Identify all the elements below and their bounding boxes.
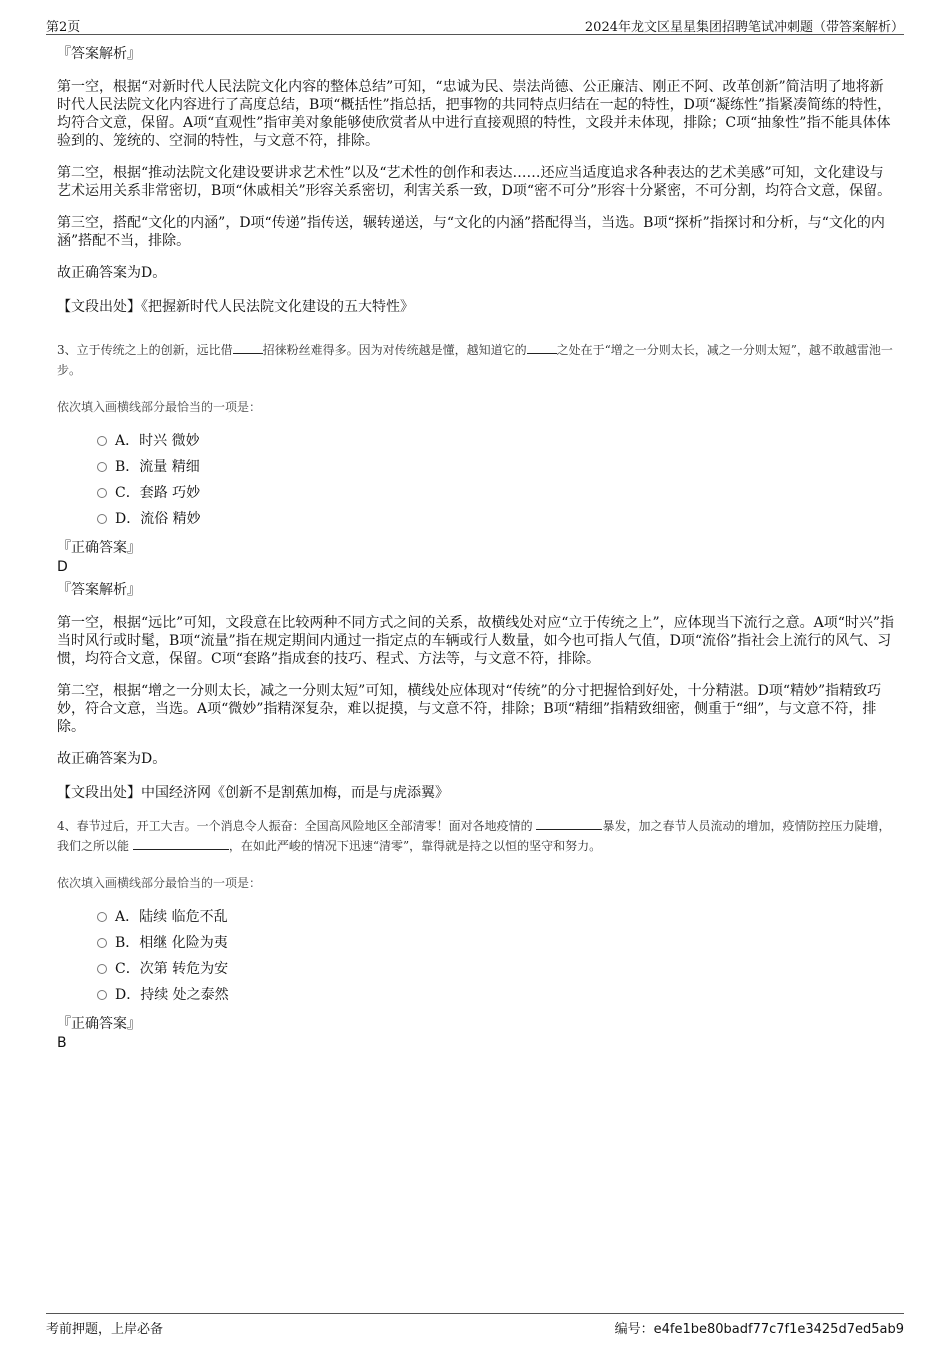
passage-source: 【文段出处】中国经济网《创新不是割蕉加梅，而是与虎添翼》 xyxy=(57,785,449,801)
option-d[interactable]: D．持续 处之泰然 xyxy=(97,982,895,1008)
option-d[interactable]: D．流俗 精妙 xyxy=(97,506,895,532)
question-4-options xyxy=(97,904,895,1008)
analysis-paragraph: 第一空，根据“远比”可知，文段意在比较两种不同方式之间的关系，故横线处对应“立于传统之上”，应体现当下流行之意。A项“时兴”指当时风行或时髦，B项“流量”指在规定期间内通过一指定点的车辆或行人数量，如今也可指人气值，D项“流俗”指社会上流行的风气、习惯，均符合文意，保留。C项“套路”指成套的技巧、程式、方法等，与文意不符，排除。 xyxy=(57,615,895,667)
conclusion: 故正确答案为D。 xyxy=(57,751,167,767)
analysis-paragraph: 第二空，根据“推动法院文化建设要讲求艺术性”以及“艺术性的创作和表达……还应当适度追求各种表达的艺术美感”可知，文化建设与艺术运用关系非常密切，B项“休戚相关”形容关系密切，利害关系一致，D项“密不可分”形容十分紧密，不可分割，均符合文意，保留。 xyxy=(57,165,892,199)
page-header xyxy=(46,14,904,35)
document-body xyxy=(57,44,895,1052)
analysis-paragraph: 第三空，搭配“文化的内涵”，D项“传递”指传送，辗转递送，与“文化的内涵”搭配得当，当选。B项“探析”指探讨和分析，与“文化的内涵”搭配不当，排除。 xyxy=(57,215,885,249)
passage-source: 【文段出处】《把握新时代人民法院文化建设的五大特性》 xyxy=(57,299,414,315)
correct-answer-label: 『正确答案』 xyxy=(57,1016,141,1032)
question-instruction: 依次填入画横线部分最恰当的一项是： xyxy=(57,876,262,890)
option-a[interactable]: A．时兴 微妙 xyxy=(97,428,895,454)
analysis-paragraph: 第二空，根据“增之一分则太长，减之一分则太短”可知，横线处应体现对“传统”的分寸把握恰到好处，十分精湛。D项“精妙”指精致巧妙，符合文意，当选。A项“微妙”指精深复杂，难以捉摸，与文意不符，排除；B项“精细”指精致细密，侧重于“细”，与文意不符，排除。 xyxy=(57,683,882,735)
analysis-label: 『答案解析』 xyxy=(57,582,141,598)
option-b[interactable]: B．流量 精细 xyxy=(97,454,895,480)
correct-answer: B xyxy=(57,1035,67,1051)
analysis-paragraph: 第一空，根据“对新时代人民法院文化内容的整体总结”可知，“忠诚为民、崇法尚德、公正廉洁、刚正不阿、改革创新”简洁明了地将新时代人民法院文化内容进行了高度总结，B项“概括性”指总括，把事物的共同特点归结在一起的特性，D项“凝练性”指紧凑简练的特性，均符合文意，保留。A项“直观性”指审美对象能够使欣赏者从中进行直接观照的特性，文段并未体现，排除；C项“抽象性”指不能具体体验到的、笼统的、空洞的特性，与文意不符，排除。 xyxy=(57,79,892,149)
correct-answer: D xyxy=(57,559,68,575)
radio-button-icon[interactable] xyxy=(97,514,107,524)
question-3-text: 3、立于传统之上的创新，远比借 招徕粉丝难得多。因为对传统越是懂，越知道它的 之处在于“增之一分则太长，减之一分则太短”，越不敢越雷池一步。 xyxy=(57,343,893,377)
question-4-text: 4、春节过后，开工大吉。一个消息令人振奋：全国高风险地区全部清零！面对各地疫情的 暴发，加之春节人员流动的增加，疫情防控压力陡增，我们之所以能 ，在如此严峻的情况下迅速“清零”，靠得就是持之以恒的坚守和努力。 xyxy=(57,819,891,853)
footer-slogan: 考前押题，上岸必备 xyxy=(46,1322,164,1337)
option-c[interactable]: C．套路 巧妙 xyxy=(97,480,895,506)
radio-button-icon[interactable] xyxy=(97,436,107,446)
conclusion: 故正确答案为D。 xyxy=(57,265,167,281)
document-title: 2024年龙文区星星集团招聘笔试冲刺题（带答案解析） xyxy=(584,20,904,35)
option-a[interactable]: A．陆续 临危不乱 xyxy=(97,904,895,930)
question-3-options xyxy=(97,428,895,532)
radio-button-icon[interactable] xyxy=(97,990,107,1000)
question-instruction: 依次填入画横线部分最恰当的一项是： xyxy=(57,400,262,414)
radio-button-icon[interactable] xyxy=(97,964,107,974)
radio-button-icon[interactable] xyxy=(97,462,107,472)
fill-blank xyxy=(133,837,229,850)
fill-blank xyxy=(536,817,602,830)
radio-button-icon[interactable] xyxy=(97,488,107,498)
analysis-label: 『答案解析』 xyxy=(57,46,141,62)
radio-button-icon[interactable] xyxy=(97,912,107,922)
radio-button-icon[interactable] xyxy=(97,938,107,948)
fill-blank xyxy=(233,341,263,354)
option-b[interactable]: B．相继 化险为夷 xyxy=(97,930,895,956)
fill-blank xyxy=(527,341,557,354)
page-number: 第2页 xyxy=(46,20,81,35)
correct-answer-label: 『正确答案』 xyxy=(57,540,141,556)
page-footer xyxy=(46,1313,904,1337)
option-c[interactable]: C．次第 转危为安 xyxy=(97,956,895,982)
document-code: 编号：e4fe1be80badf77c7f1e3425d7ed5ab9 xyxy=(614,1322,904,1337)
